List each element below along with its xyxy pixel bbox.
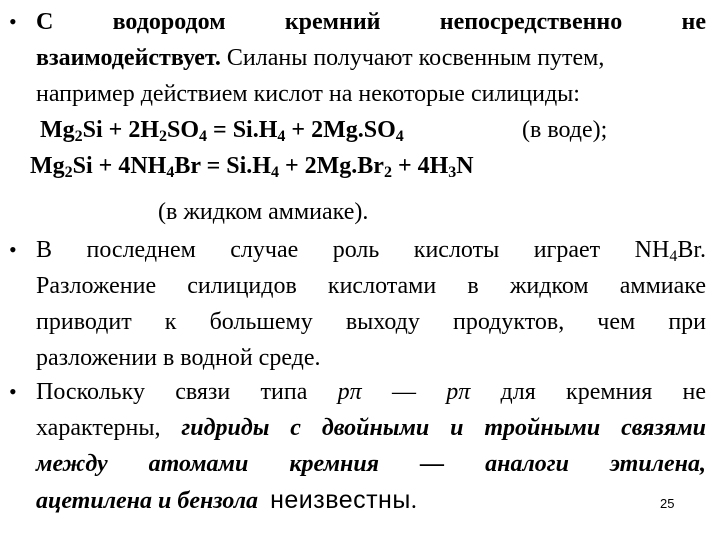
bullet-1-line-3: например действием кислот на некоторые силициды: — [36, 81, 580, 107]
bullet-2-line-4: разложении в водной среде. — [36, 345, 321, 371]
bullet-1-line-1: С водородом кремний непосредственно не — [36, 9, 706, 35]
bullet-3-line-3: между атомами кремния — аналоги этилена, — [36, 451, 706, 477]
bullet-3-line-4: ацетилена и бензола неизвестны. — [36, 486, 417, 514]
bullet-3-line-1: Поскольку связи типа pπ — pπ для кремния не — [36, 379, 707, 405]
bullet-dot: • — [9, 9, 17, 34]
bullet-dot: • — [9, 379, 17, 404]
bullet-2-line-2: Разложение силицидов кислотами в жидком аммиаке — [36, 273, 706, 299]
equation-1: $Mg_2Si + 2H_2SO_4 = Si.H_4 + 2Mg.SO_4$ — [40, 117, 404, 145]
bullet-2-line-3: приводит к большему выходу продуктов, чем при — [36, 309, 706, 335]
bullet-1-text — [36, 4, 706, 112]
bullet-3-line-2: характерны, гидриды с двойными и тройными связями — [36, 415, 707, 441]
equation-2: $Mg_2Si + 4NH_4Br = Si.H_4 + 2Mg.Br_2 + 4H_3N$ — [30, 153, 474, 181]
bullet-dot: • — [9, 237, 17, 262]
bullet-2-text — [36, 232, 706, 376]
equation-2-note: (в жидком аммиаке). — [158, 199, 369, 225]
equation-1-note: (в воде); — [522, 117, 608, 143]
bullet-3-text — [36, 374, 706, 518]
bullet-2-line-1: В последнем случае роль кислоты играет $NH_4Br$. — [36, 237, 706, 265]
bullet-1-line-2: взаимодействует. Силаны получают косвенным путем, — [36, 45, 605, 71]
page-number: 25 — [660, 496, 675, 511]
